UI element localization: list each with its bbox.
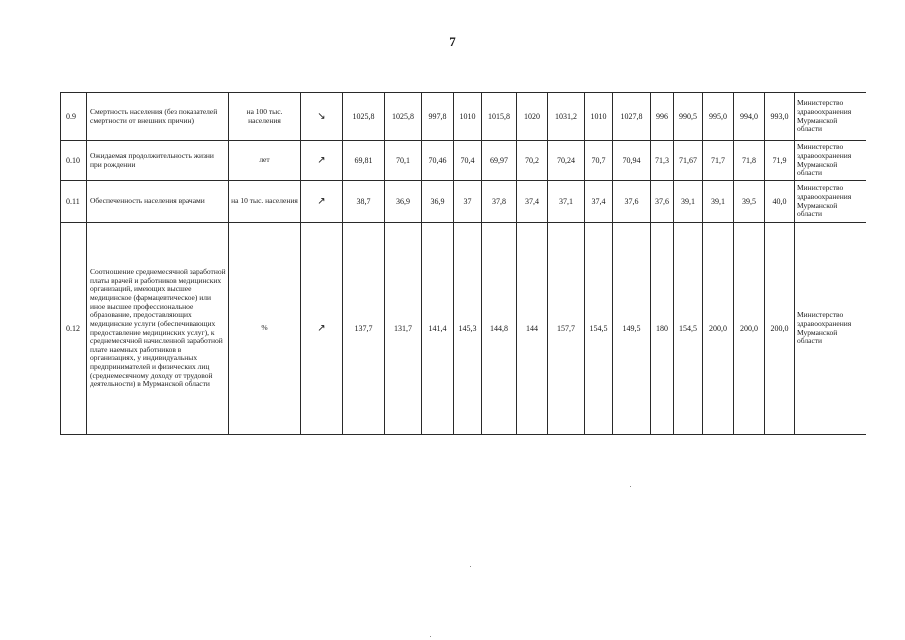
value-cell: 39,1 — [674, 181, 703, 223]
indicator-table — [60, 92, 866, 435]
value-cell: 70,24 — [548, 141, 585, 181]
value-cell: 1020 — [517, 93, 548, 141]
value-cell: 1025,8 — [343, 93, 385, 141]
table-row — [61, 223, 866, 435]
value-cell: 36,9 — [422, 181, 454, 223]
value-cell: 39,5 — [734, 181, 765, 223]
value-cell: 70,4 — [454, 141, 482, 181]
value-cell: 1010 — [585, 93, 613, 141]
indicator-name: Смертность населения (без показателей смертности от внешних причин) — [87, 93, 229, 141]
indicator-unit: % — [229, 223, 301, 435]
value-cell: 141,4 — [422, 223, 454, 435]
value-cell: 1027,8 — [613, 93, 651, 141]
row-index: 0.12 — [61, 223, 87, 435]
value-cell: 144 — [517, 223, 548, 435]
arrow-up-right-icon: ↗ — [301, 181, 343, 223]
value-cell: 71,9 — [765, 141, 795, 181]
scan-speck — [630, 486, 631, 487]
table-row — [61, 181, 866, 223]
value-cell: 40,0 — [765, 181, 795, 223]
value-cell: 37,4 — [517, 181, 548, 223]
value-cell: 69,97 — [482, 141, 517, 181]
scan-speck — [430, 636, 431, 637]
value-cell: 69,81 — [343, 141, 385, 181]
value-cell: 200,0 — [765, 223, 795, 435]
value-cell: 137,7 — [343, 223, 385, 435]
value-cell: 1025,8 — [385, 93, 422, 141]
value-cell: 71,7 — [703, 141, 734, 181]
responsible-body: Министерство здравоохранения Мурманской области — [795, 93, 866, 141]
row-index: 0.10 — [61, 141, 87, 181]
value-cell: 38,7 — [343, 181, 385, 223]
value-cell: 37,6 — [613, 181, 651, 223]
responsible-body: Министерство здравоохранения Мурманской области — [795, 223, 866, 435]
value-cell: 200,0 — [703, 223, 734, 435]
responsible-body: Министерство здравоохранения Мурманской области — [795, 141, 866, 181]
value-cell: 70,46 — [422, 141, 454, 181]
page-number: 7 — [449, 34, 456, 49]
value-cell: 1031,2 — [548, 93, 585, 141]
value-cell: 996 — [651, 93, 674, 141]
scan-speck — [470, 566, 471, 567]
value-cell: 36,9 — [385, 181, 422, 223]
value-cell: 37,4 — [585, 181, 613, 223]
value-cell: 71,3 — [651, 141, 674, 181]
arrow-up-right-icon: ↗ — [301, 141, 343, 181]
arrow-up-right-icon: ↗ — [301, 223, 343, 435]
value-cell: 71,67 — [674, 141, 703, 181]
value-cell: 995,0 — [703, 93, 734, 141]
value-cell: 70,1 — [385, 141, 422, 181]
value-cell: 157,7 — [548, 223, 585, 435]
value-cell: 149,5 — [613, 223, 651, 435]
value-cell: 37 — [454, 181, 482, 223]
value-cell: 37,6 — [651, 181, 674, 223]
value-cell: 144,8 — [482, 223, 517, 435]
value-cell: 997,8 — [422, 93, 454, 141]
value-cell: 993,0 — [765, 93, 795, 141]
indicator-name: Ожидаемая продолжительность жизни при рождении — [87, 141, 229, 181]
indicator-unit: лет — [229, 141, 301, 181]
responsible-body: Министерство здравоохранения Мурманской области — [795, 181, 866, 223]
value-cell: 131,7 — [385, 223, 422, 435]
row-index: 0.9 — [61, 93, 87, 141]
value-cell: 37,1 — [548, 181, 585, 223]
indicator-name: Обеспеченность населения врачами — [87, 181, 229, 223]
value-cell: 1010 — [454, 93, 482, 141]
arrow-down-right-icon: ↘ — [301, 93, 343, 141]
value-cell: 1015,8 — [482, 93, 517, 141]
table-row — [61, 93, 866, 141]
value-cell: 39,1 — [703, 181, 734, 223]
value-cell: 154,5 — [585, 223, 613, 435]
indicator-unit: на 10 тыс. населения — [229, 181, 301, 223]
table-row — [61, 141, 866, 181]
value-cell: 37,8 — [482, 181, 517, 223]
value-cell: 990,5 — [674, 93, 703, 141]
row-index: 0.11 — [61, 181, 87, 223]
value-cell: 71,8 — [734, 141, 765, 181]
value-cell: 70,94 — [613, 141, 651, 181]
indicator-unit: на 100 тыс. населения — [229, 93, 301, 141]
value-cell: 200,0 — [734, 223, 765, 435]
value-cell: 70,7 — [585, 141, 613, 181]
value-cell: 145,3 — [454, 223, 482, 435]
value-cell: 154,5 — [674, 223, 703, 435]
indicator-name: Соотношение среднемесячной заработной платы врачей и работников медицинских организаций, имеющих высшее медицинское (фармацевтическое) или иное высшее профессиональное образование, предоставляющих медицинские услуги (обеспечивающих предоставление медицинских услуг), к среднемесячной начисленной заработной плате наемных работников в организациях, у индивидуальных предпринимателей и физических лиц (среднемесячному доходу от трудовой деятельности) в Мурманской области — [87, 223, 229, 435]
value-cell: 180 — [651, 223, 674, 435]
value-cell: 994,0 — [734, 93, 765, 141]
value-cell: 70,2 — [517, 141, 548, 181]
